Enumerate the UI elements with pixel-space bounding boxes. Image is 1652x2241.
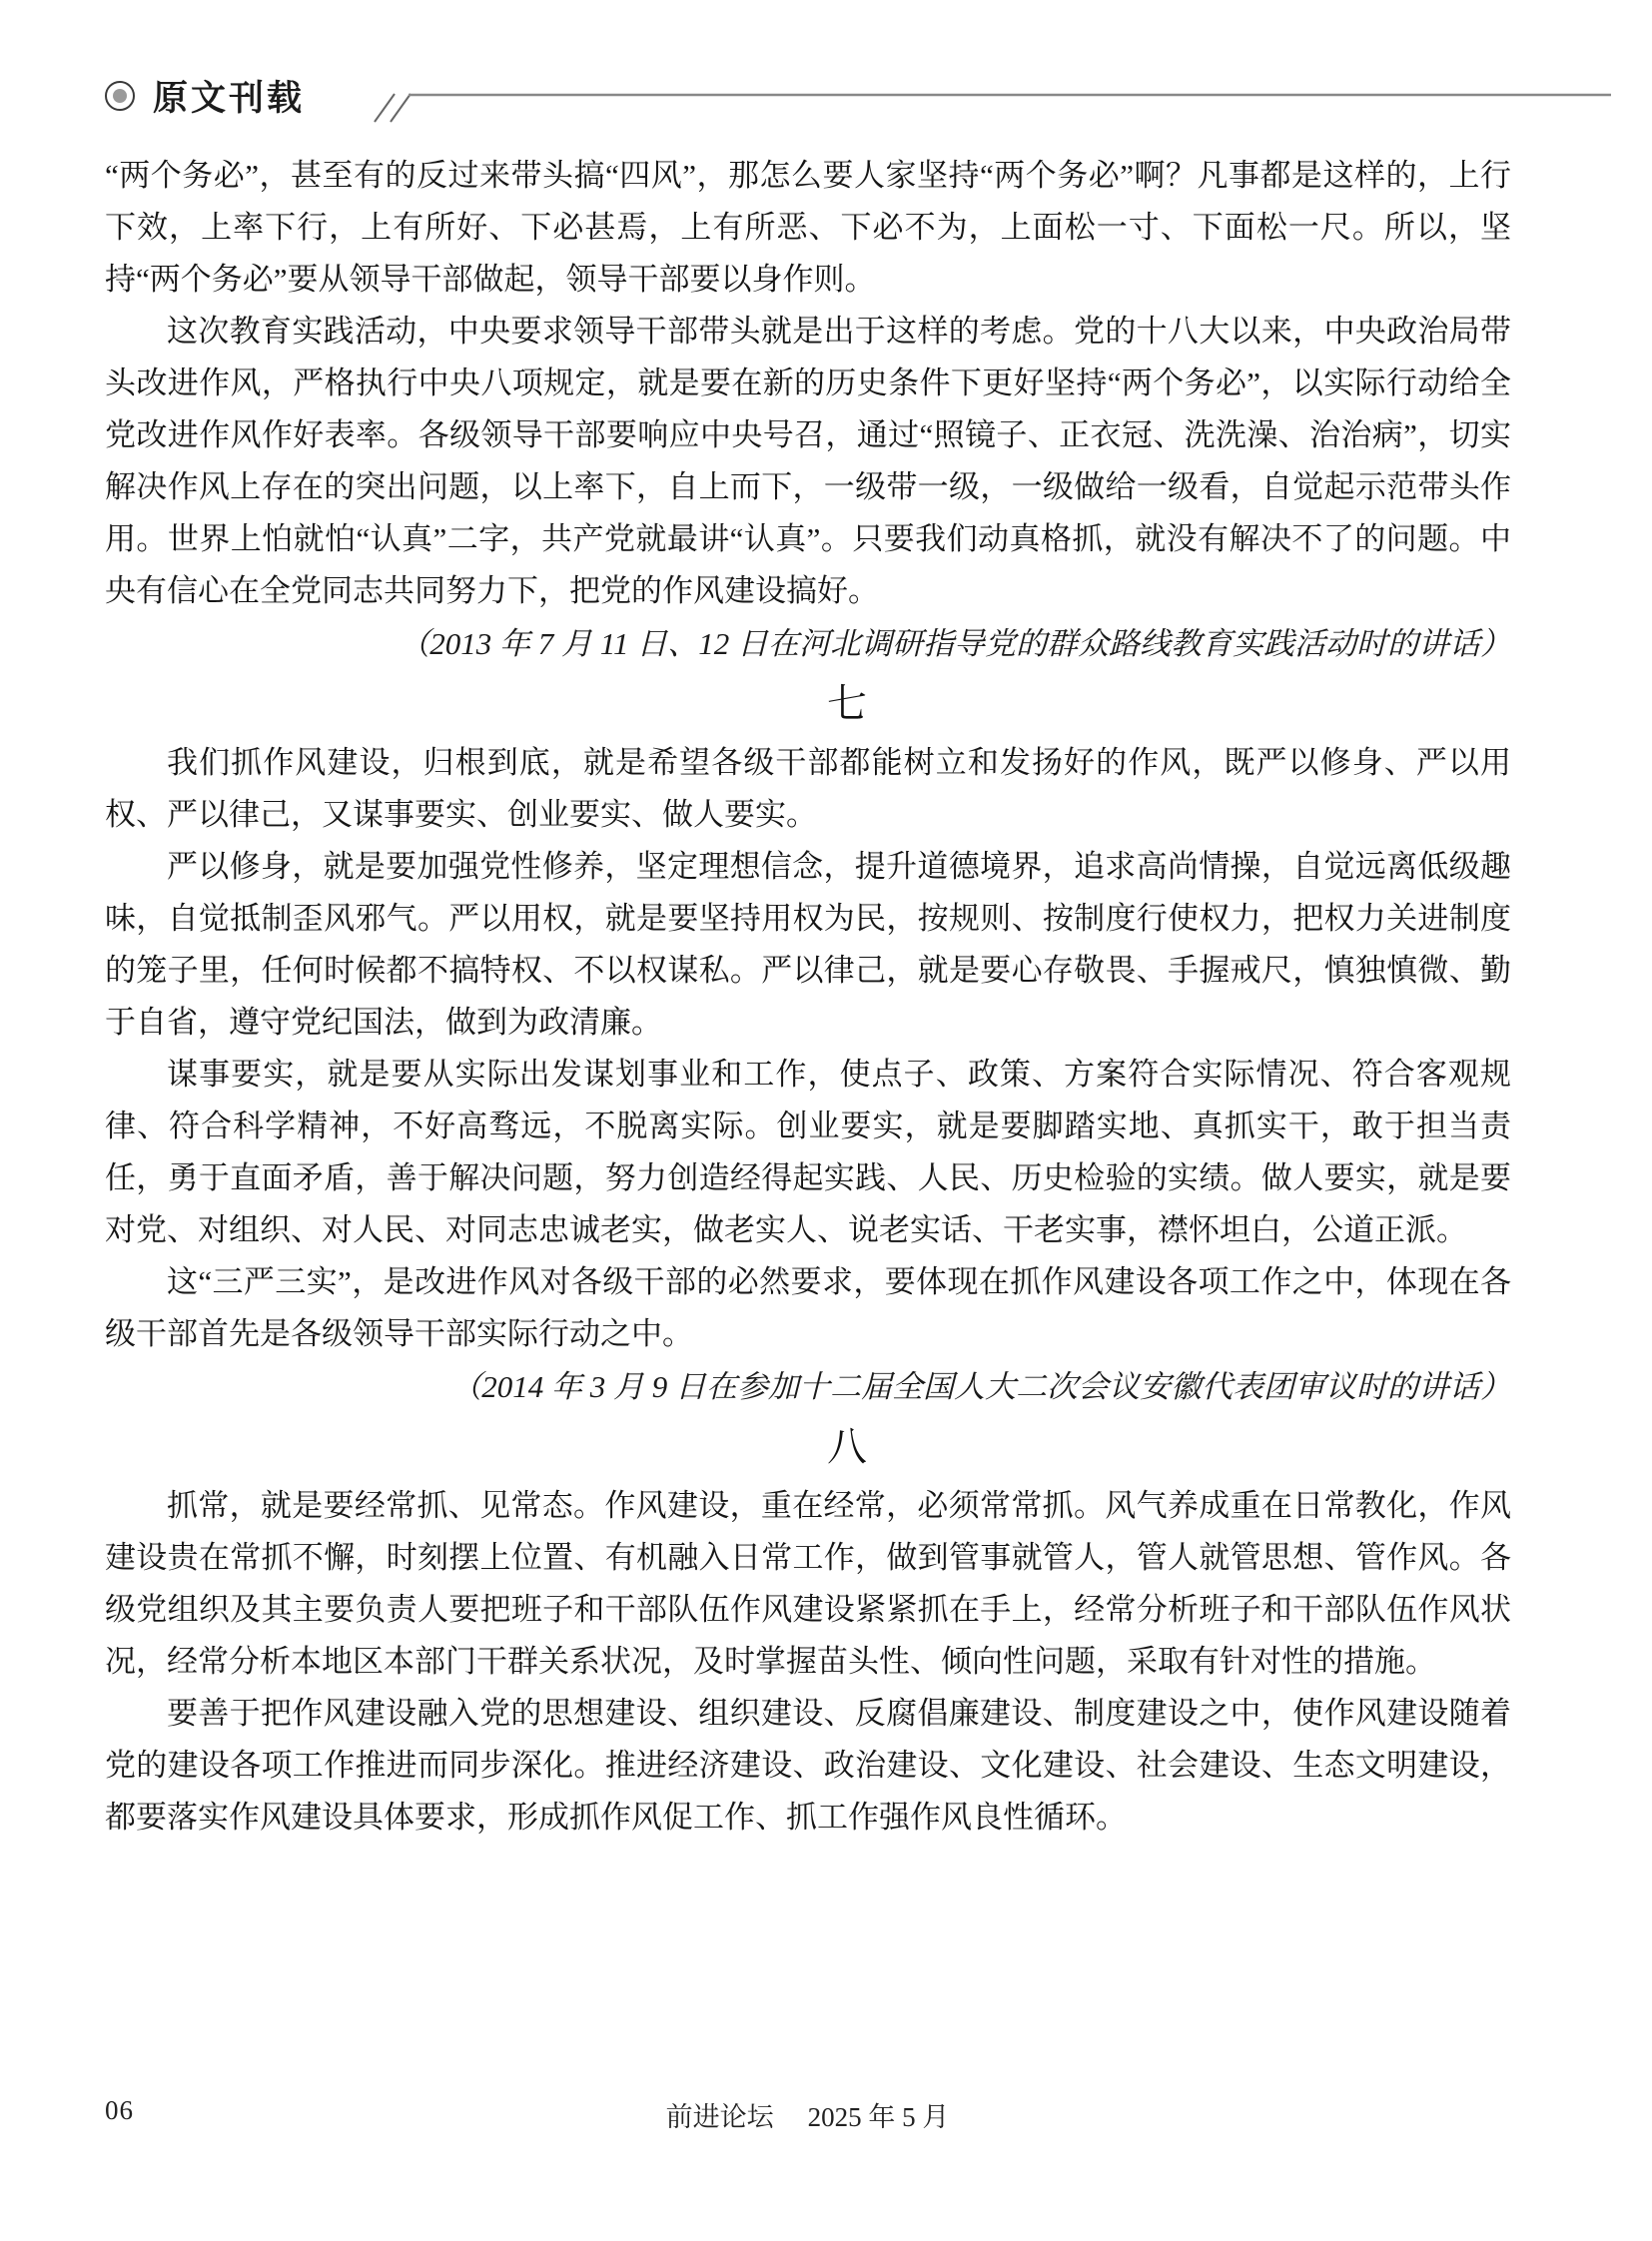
body-paragraph: 要善于把作风建设融入党的思想建设、组织建设、反腐倡廉建设、制度建设之中，使作风建设随着党的建设各项工作推进而同步深化。推进经济建设、政治建设、文化建设、社会建设、生态文明建设，都要落实作风建设具体要求，形成抓作风促工作、抓工作强作风良性循环。 <box>105 1696 1511 1835</box>
column-title: 原文刊载 <box>153 79 306 118</box>
body-paragraph: 我们抓作风建设，归根到底，就是希望各级干部都能树立和发扬好的作风，既严以修身、严以用权、严以律己，又谋事要实、创业要实、做人要实。 <box>105 745 1511 832</box>
page-footer <box>105 2095 1510 2135</box>
speech-attribution: （2013 年 7 月 11 日、12 日在河北调研指导党的群众路线教育实践活动时的讲话） <box>399 626 1511 661</box>
speech-attribution: （2014 年 3 月 9 日在参加十二届全国人大二次会议安徽代表团审议时的讲话） <box>450 1369 1511 1404</box>
issue-date: 2025 年 5 月 <box>807 2102 950 2132</box>
article-body <box>105 150 1511 1844</box>
section-heading-eight: 八 <box>827 1424 869 1469</box>
body-paragraph: 抓常，就是要经常抓、见常态。作风建设，重在经常，必须常常抓。风气养成重在日常教化，作风建设贵在常抓不懈，时刻摆上位置、有机融入日常工作，做到管事就管人，管人就管思想、管作风。各级党组织及其主要负责人要把班子和干部队伍作风建设紧紧抓在手上，经常分析班子和干部队伍作风状况，经常分析本地区本部门干群关系状况，及时掌握苗头性、倾向性问题，采取有针对性的措施。 <box>105 1488 1511 1679</box>
body-paragraph: 严以修身，就是要加强党性修养，坚定理想信念，提升道德境界，追求高尚情操，自觉远离低级趣味，自觉抵制歪风邪气。严以用权，就是要坚持用权为民，按规则、按制度行使权力，把权力关进制度的笼子里，任何时候都不搞特权、不以权谋私。严以律己，就是要心存敬畏、手握戒尺，慎独慎微、勤于自省，遵守党纪国法，做到为政清廉。 <box>105 849 1511 1040</box>
page-number: 06 <box>105 2095 134 2125</box>
circled-dot-icon <box>105 81 135 111</box>
journal-name: 前进论坛 <box>665 2102 774 2132</box>
body-paragraph: 这次教育实践活动，中央要求领导干部带头就是出于这样的考虑。党的十八大以来，中央政治局带头改进作风，严格执行中央八项规定，就是要在新的历史条件下更好坚持“两个务必”，以实际行动给全党改进作风作好表率。各级领导干部要响应中央号召，通过“照镜子、正衣冠、洗洗澡、治治病”，切实解决作风上存在的突出问题，以上率下，自上而下，一级带一级，一级做给一级看，自觉起示范带头作用。世界上怕就怕“认真”二字，共产党就最讲“认真”。只要我们动真格抓，就没有解决不了的问题。中央有信心在全党同志共同努力下，把党的作风建设搞好。 <box>105 314 1511 608</box>
body-paragraph: “两个务必”，甚至有的反过来带头搞“四风”，那怎么要人家坚持“两个务必”啊？凡事都是这样的，上行下效，上率下行，上有所好、下必甚焉，上有所恶、下必不为，上面松一寸、下面松一尺。所以，坚持“两个务必”要从领导干部做起，领导干部要以身作则。 <box>105 158 1511 297</box>
header-rule-line <box>373 84 1616 126</box>
body-paragraph: 这“三严三实”，是改进作风对各级干部的必然要求，要体现在抓作风建设各项工作之中，体现在各级干部首先是各级领导干部实际行动之中。 <box>105 1264 1511 1351</box>
section-heading-seven: 七 <box>827 681 869 726</box>
page-header <box>105 70 1510 122</box>
body-paragraph: 谋事要实，就是要从实际出发谋划事业和工作，使点子、政策、方案符合实际情况、符合客观规律、符合科学精神，不好高骛远，不脱离实际。创业要实，就是要脚踏实地、真抓实干，敢于担当责任，勇于直面矛盾，善于解决问题，努力创造经得起实践、人民、历史检验的实绩。做人要实，就是要对党、对组织、对人民、对同志忠诚老实，做老实人、说老实话、干老实事，襟怀坦白，公道正派。 <box>105 1057 1511 1247</box>
